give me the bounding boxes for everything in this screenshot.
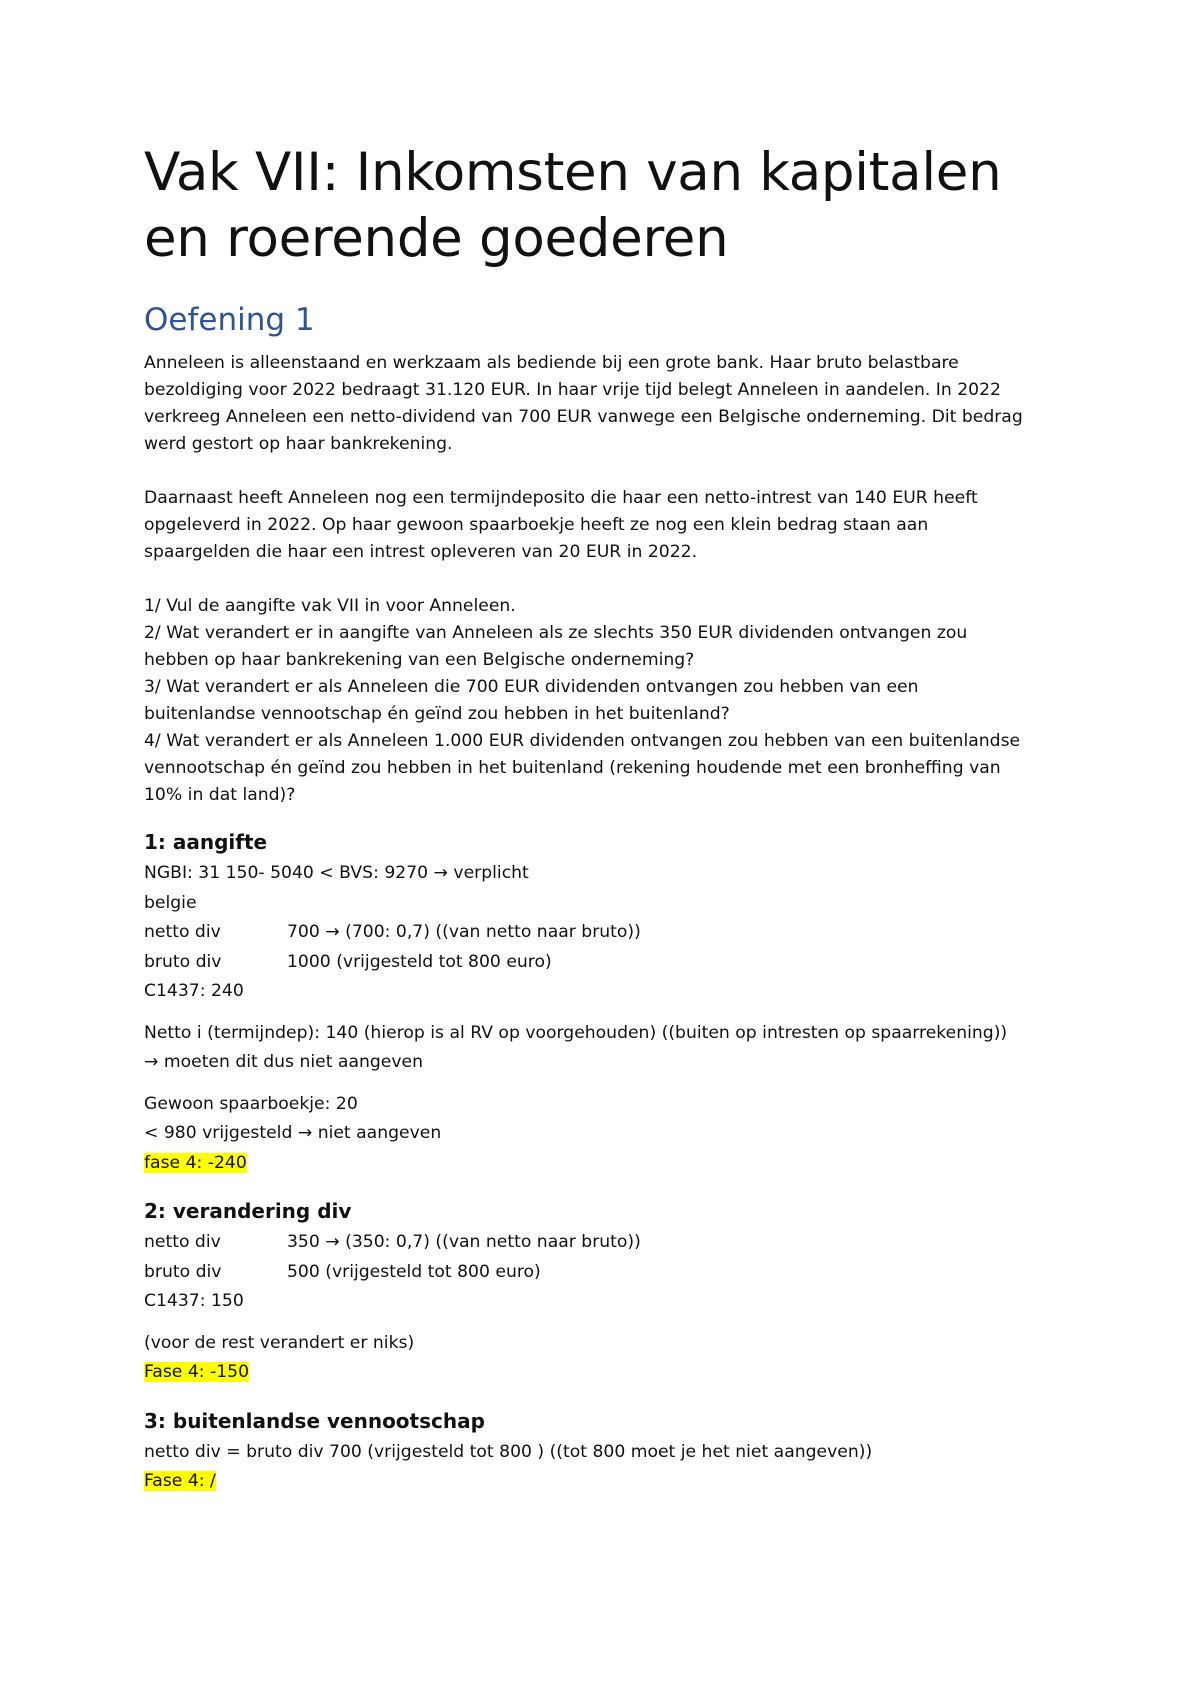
bruto-div-value: 500 (vrijgesteld tot 800 euro) [287,1261,541,1282]
highlighted-fase: Fase 4: / [144,1471,216,1491]
question-line: 10% in dat land)? [144,785,296,805]
spaarboekje-line-1: Gewoon spaarboekje: 20 [144,1093,358,1114]
netto-i-line-1: Netto i (termijndep): 140 (hierop is al RV op voorgehouden) ((buiten op intresten op spaarrekening)) [144,1022,1008,1043]
section-2 [144,1196,1064,1388]
title-line-2: en roerende goederen [144,208,729,269]
document-title [144,140,1064,272]
netto-div-label: netto div [144,922,221,942]
netto-bruto-line: netto div = bruto div 700 (vrijgesteld tot 800 ) ((tot 800 moet je het niet aangeven)) [144,1441,873,1462]
highlighted-fase: Fase 4: -150 [144,1362,250,1382]
netto-i-line-2: → moeten dit dus niet aangeven [144,1052,424,1072]
highlighted-fase: fase 4: -240 [144,1152,247,1173]
bruto-div-row [144,1258,1064,1288]
exercise-heading: Oefening 1 [144,302,315,338]
netto-div-label: netto div [144,1232,221,1252]
question-line: vennootschap én geïnd zou hebben in het buitenland (rekening houdende met een bronheffing van [144,758,1001,778]
netto-div-value: 700 → (700: 0,7) ((van netto naar bruto)) [287,922,641,942]
bruto-div-label: bruto div [144,951,222,972]
fase-line [144,1358,1064,1388]
section-1 [144,827,1064,1178]
document-body [144,140,1064,1497]
section-3-heading: 3: buitenlandse vennootschap [144,1408,485,1433]
fase-line [144,1467,1064,1497]
text-line: verkreeg Anneleen een netto-dividend van 700 EUR vanwege een Belgische onderneming. Dit bedrag [144,407,1023,427]
intro-paragraph-1 [144,350,1064,458]
text-line: werd gestort op haar bankrekening. [144,434,453,454]
bruto-div-row [144,948,1064,978]
question-line: 1/ Vul de aangifte vak VII in voor Anneleen. [144,596,516,616]
intro-paragraph-2 [144,485,1064,566]
question-line: 3/ Wat verandert er als Anneleen die 700 EUR dividenden ontvangen zou hebben van een [144,677,919,697]
c1437-line: C1437: 240 [144,981,244,1001]
text-line: opgeleverd in 2022. Op haar gewoon spaarboekje heeft ze nog een klein bedrag staan aan [144,515,929,535]
title-line-1: Vak VII: Inkomsten van kapitalen [144,142,1002,203]
belgie-line: belgie [144,892,197,913]
text-line: Anneleen is alleenstaand en werkzaam als bediende bij een grote bank. Haar bruto belastbare [144,353,959,373]
rest-line: (voor de rest verandert er niks) [144,1332,415,1353]
netto-div-value: 350 → (350: 0,7) ((van netto naar bruto)) [287,1232,641,1252]
question-line: buitenlandse vennootschap én geïnd zou hebben in het buitenland? [144,704,730,724]
bruto-div-value: 1000 (vrijgesteld tot 800 euro) [287,951,552,972]
spaarboekje-line-2: < 980 vrijgesteld → niet aangeven [144,1123,442,1143]
netto-div-row [144,918,1064,948]
question-line: hebben op haar bankrekening van een Belgische onderneming? [144,650,695,670]
text-line: spaargelden die haar een intrest opleveren van 20 EUR in 2022. [144,542,698,562]
netto-div-row [144,1228,1064,1258]
text-line: bezoldiging voor 2022 bedraagt 31.120 EUR. In haar vrije tijd belegt Anneleen in aandelen. In 2022 [144,380,1001,400]
fase-line [144,1149,1064,1179]
section-2-heading: 2: verandering div [144,1199,352,1223]
ngbi-line: NGBI: 31 150- 5040 < BVS: 9270 → verplicht [144,863,529,883]
question-line: 2/ Wat verandert er in aangifte van Anneleen als ze slechts 350 EUR dividenden ontvangen zou [144,623,968,643]
c1437-line: C1437: 150 [144,1291,244,1311]
section-3 [144,1406,1064,1497]
section-1-heading: 1: aangifte [144,830,268,854]
bruto-div-label: bruto div [144,1261,222,1282]
question-list [144,593,1064,809]
text-line: Daarnaast heeft Anneleen nog een termijndeposito die haar een netto-intrest van 140 EUR heeft [144,488,978,508]
question-line: 4/ Wat verandert er als Anneleen 1.000 EUR dividenden ontvangen zou hebben van een buitenlandse [144,731,1021,751]
